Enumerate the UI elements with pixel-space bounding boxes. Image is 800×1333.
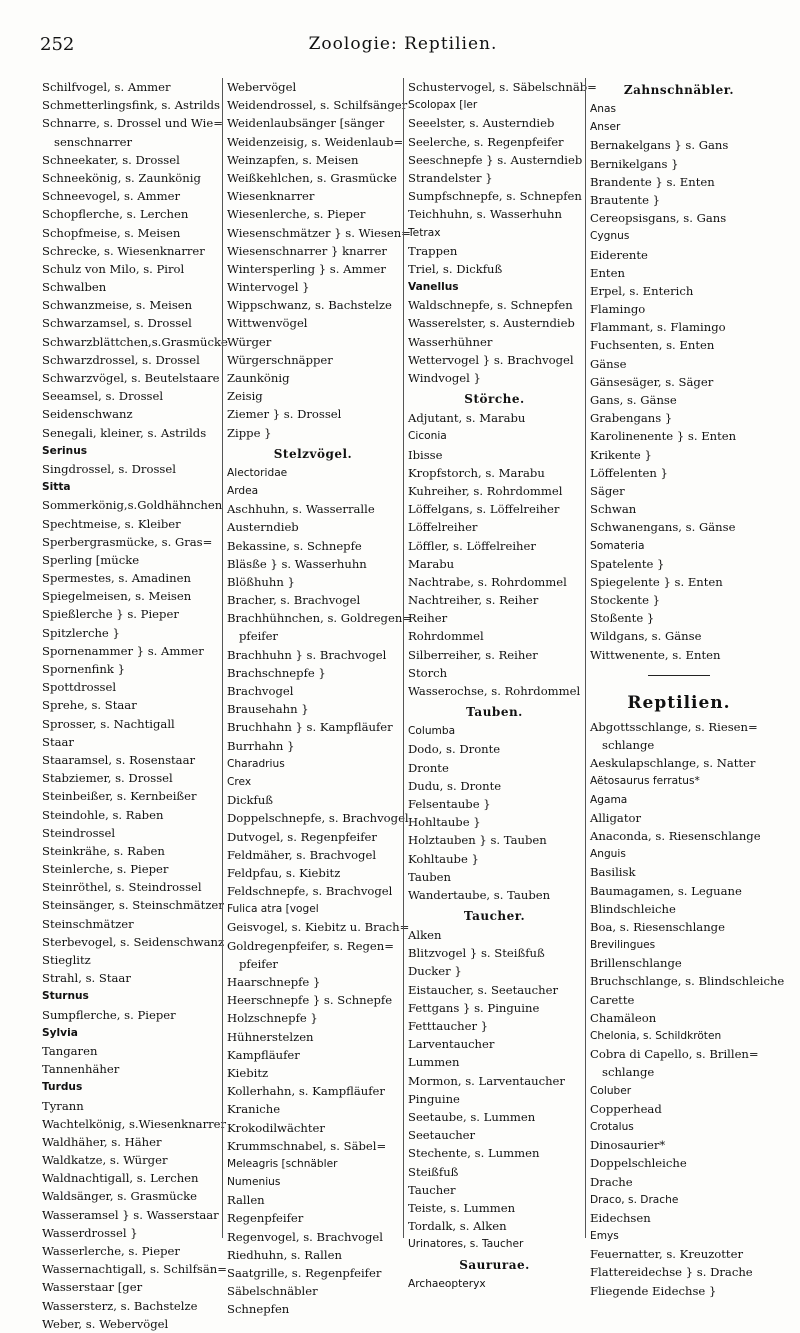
index-entry: Dodo, s. Dronte [408, 742, 501, 757]
section-heading: Tauben. [466, 705, 523, 720]
index-entry: Tetrax [408, 226, 441, 239]
index-entry: Meleagris [schnäbler [227, 1157, 338, 1170]
index-entry: Rallen [227, 1193, 265, 1208]
index-entry: Wasserochse, s. Rohrdommel [408, 684, 581, 698]
index-entry: Spatelente } [590, 556, 665, 571]
index-entry: Schrecke, s. Wiesenknarrer [42, 243, 205, 258]
index-entry: Spottdrossel [42, 680, 117, 695]
index-entry: Sperbergrasmücke, s. Gras= [42, 534, 213, 549]
index-entry: Serinus [42, 444, 88, 457]
index-entry: Adjutant, s. Marabu [408, 411, 526, 426]
index-entry: Wasserhühner [408, 334, 493, 349]
section-heading: Zahnschnäbler. [623, 83, 735, 97]
index-entry: Abgottsschlange, s. Riesen= [590, 719, 758, 734]
index-entry: Eidechsen [590, 1210, 651, 1225]
index-entry: Säbelschnäbler [227, 1284, 318, 1299]
index-entry: Mormon, s. Larventaucher [408, 1073, 565, 1088]
index-entry: Seetaucher [408, 1128, 476, 1143]
index-entry: Alken [408, 928, 442, 943]
index-column-1 [42, 78, 228, 1331]
index-entry: Windvogel } [408, 371, 481, 385]
index-entry: Schwanengans, s. Gänse [590, 520, 736, 535]
index-entry: Cereopsisgans, s. Gans [590, 211, 727, 226]
index-entry: Wachtelkönig, s.Wiesenknarrer [42, 1116, 227, 1131]
index-entry: Karolinenente } s. Enten [590, 429, 737, 444]
index-entry: Teichhuhn, s. Wasserhuhn [408, 207, 562, 222]
index-entry: Felsentaube } [408, 796, 491, 811]
index-entry: Wiesenlerche, s. Pieper [227, 207, 366, 222]
index-entry: Zaunkönig [227, 371, 290, 385]
index-entry: Sumpflerche, s. Pieper [42, 1007, 176, 1022]
index-entry: Cygnus [590, 230, 630, 243]
index-entry: Geisvogel, s. Kiebitz u. Brach= [227, 920, 410, 935]
index-entry: Steinröthel, s. Steindrossel [42, 880, 202, 895]
index-entry: Boa, s. Riesenschlange [590, 919, 725, 934]
index-entry: Dickfuß [227, 793, 274, 808]
index-entry: Brausehahn } [227, 702, 309, 717]
page-header [40, 34, 766, 60]
index-entry: Bruchschlange, s. Blindschleiche [590, 974, 785, 989]
index-entry: Feldmäher, s. Brachvogel [227, 847, 377, 862]
index-entry: Teiste, s. Lummen [408, 1200, 516, 1215]
index-entry: Spiegelente } s. Enten [590, 574, 723, 589]
index-entry: Cobra di Capello, s. Brillen= [590, 1047, 759, 1062]
index-entry: Webervögel [227, 80, 297, 94]
index-entry: Erpel, s. Enterich [590, 283, 694, 298]
index-entry: Heerschnepfe } s. Schnepfe [227, 993, 393, 1008]
index-entry: Chelonia, s. Schildkröten [590, 1030, 722, 1042]
index-entry: Draco, s. Drache [590, 1193, 679, 1206]
index-entry: Schwarzblättchen,s.Grasmücke [42, 334, 228, 349]
index-entry: Brachschnepfe } [227, 665, 326, 680]
index-entry: Bekassine, s. Schnepfe [227, 538, 362, 553]
index-entry: Kuhreiher, s. Rohrdommel [408, 483, 563, 498]
index-entry: Spiegelmeisen, s. Meisen [42, 589, 192, 604]
index-entry: Wassersterz, s. Bachstelze [42, 1298, 198, 1313]
index-entry: Tordalk, s. Alken [408, 1219, 507, 1234]
index-entry: Kollerhahn, s. Kampfläufer [227, 1084, 385, 1099]
index-entry: Holztauben } s. Tauben [408, 833, 547, 848]
index-entry: Hohltaube } [408, 815, 481, 830]
index-entry: Larventaucher [408, 1037, 495, 1052]
index-entry: Copperhead [590, 1101, 662, 1116]
index-entry: Wintersperling } s. Ammer [227, 261, 386, 276]
index-entry: Scolopax [ler [408, 99, 478, 112]
index-entry: Wettervogel } s. Brachvogel [408, 352, 574, 367]
index-entry: Dronte [408, 760, 449, 775]
index-entry: Seeelster, s. Austerndieb [408, 116, 555, 131]
index-entry: Wasserstaar [ger [42, 1280, 143, 1295]
index-entry: Anas [590, 103, 616, 115]
index-entry: Chamäleon [590, 1010, 657, 1025]
index-entry: Staar [42, 734, 74, 749]
index-entry: Würger [227, 334, 272, 349]
index-entry: Seelerche, s. Regenpfeifer [408, 134, 564, 149]
index-entry: Coluber [590, 1084, 632, 1097]
section-heading: Störche. [464, 392, 525, 407]
index-entry: Wandertaube, s. Tauben [408, 887, 551, 902]
index-entry: Dudu, s. Dronte [408, 778, 502, 793]
index-entry: Feldschnepfe, s. Brachvogel [227, 884, 393, 899]
index-entry: Feuernatter, s. Kreuzotter [590, 1247, 743, 1262]
section-heading: Saururae. [459, 1258, 530, 1273]
index-entry: Brandente } s. Enten [590, 174, 715, 189]
index-entry: Dutvogel, s. Regenpfeifer [227, 829, 377, 844]
index-entry: Waldkatze, s. Würger [42, 1153, 168, 1168]
index-entry: Seeamsel, s. Drossel [42, 389, 164, 404]
index-entry: Schwanzmeise, s. Meisen [42, 298, 193, 313]
index-entry: Spornenfink } [42, 662, 125, 676]
index-entry: Carette [590, 992, 635, 1007]
index-entry: Waldhäher, s. Häher [42, 1134, 162, 1149]
index-entry: Fetttaucher } [408, 1019, 489, 1033]
index-entry: Wasserlerche, s. Pieper [42, 1244, 180, 1258]
index-entry: Somateria [590, 539, 645, 552]
index-entry: Fuchsenten, s. Enten [590, 338, 715, 353]
index-entry: Eistaucher, s. Seetaucher [408, 982, 559, 997]
index-entry: Kropfstorch, s. Marabu [408, 465, 545, 480]
index-entry: Schmetterlingsfink, s. Astrilds [42, 98, 220, 113]
index-entry: Bracher, s. Brachvogel [227, 593, 361, 608]
index-entry: Urinatores, s. Taucher [408, 1238, 524, 1251]
index-entry: Krummschnabel, s. Säbel= [227, 1138, 387, 1153]
index-entry: Rohrdommel [408, 629, 484, 644]
index-entry: Doppelschleiche [590, 1156, 687, 1171]
index-entry: Schulz von Milo, s. Pirol [42, 261, 185, 276]
index-entry: Schnepfen [227, 1302, 290, 1317]
index-entry: Waldnachtigall, s. Lerchen [42, 1171, 199, 1186]
index-entry: Weber, s. Webervögel [42, 1316, 169, 1331]
index-entry: Steinkrähe, s. Raben [42, 843, 165, 858]
index-entry: Drache [590, 1174, 633, 1189]
index-entry: Krokodilwächter [227, 1120, 325, 1135]
index-entry: Eiderente [590, 247, 648, 262]
index-entry: Pinguine [408, 1091, 460, 1106]
index-entry: Zippe } [227, 425, 272, 440]
index-entry: Staaramsel, s. Rosenstaar [42, 752, 196, 767]
index-entry: Blindschleiche [590, 901, 676, 916]
index-entry: Columba [408, 725, 456, 738]
chapter-heading: Reptilien. [627, 692, 731, 713]
index-entry: Archaeopteryx [408, 1278, 486, 1291]
index-column-3 [403, 78, 597, 1291]
index-entry: Löffelenten } [590, 465, 668, 480]
index-entry: Wiesenknarrer [227, 189, 315, 204]
index-entry: Anaconda, s. Riesenschlange [590, 828, 761, 843]
index-entry: Brevilingues [590, 939, 656, 952]
index-entry: Crex [227, 775, 252, 788]
index-entry: Gänsesäger, s. Säger [590, 374, 714, 389]
index-entry: Nachtrabe, s. Rohrdommel [408, 574, 567, 589]
running-title: Zoologie: Reptilien. [308, 34, 498, 54]
index-entry: Charadrius [227, 757, 285, 770]
index-entry: schlange [602, 1065, 655, 1080]
index-entry: Lummen [408, 1055, 460, 1070]
index-entry: Schwarzvögel, s. Beutelstaare [42, 371, 220, 385]
index-entry: Sprehe, s. Staar [42, 698, 137, 713]
index-entry: Baumagamen, s. Leguane [590, 883, 742, 898]
index-entry: Steinsänger, s. Steinschmätzer [42, 898, 224, 913]
index-entry: Fulica atra [vogel [227, 903, 319, 916]
index-entry: Schustervogel, s. Säbelschnäb= [408, 80, 597, 94]
index-entry: Stoßente } [590, 611, 655, 626]
index-entry: Blitzvogel } s. Steißfuß [408, 946, 545, 961]
index-entry: Weidenlaubsänger [sänger [227, 116, 385, 131]
index-entry: Kraniche [227, 1102, 281, 1117]
index-entry: Vanellus [408, 281, 459, 294]
index-entry: Schilfvogel, s. Ammer [42, 80, 171, 94]
index-entry: Strandelster } [408, 170, 493, 185]
index-entry: Turdus [42, 1081, 83, 1094]
index-entry: Kohltaube } [408, 851, 479, 866]
index-entry: Stieglitz [42, 953, 91, 967]
index-entry: Sprosser, s. Nachtigall [42, 716, 175, 731]
index-entry: Waldschnepfe, s. Schnepfen [408, 298, 573, 313]
index-entry: Tauben [408, 869, 451, 884]
index-entry: Brachhühnchen, s. Goldregen= [227, 611, 413, 626]
index-entry: Doppelschnepfe, s. Brachvogel [227, 811, 409, 826]
index-entry: Taucher [408, 1182, 456, 1197]
index-entry: Schwarzamsel, s. Drossel [42, 316, 192, 331]
index-entry: Wittwenvögel [227, 316, 308, 331]
index-entry: Basilisk [590, 865, 636, 880]
index-entry: Regenpfeifer [227, 1211, 304, 1226]
index-entry: Burrhahn } [227, 738, 295, 753]
index-entry: Austerndieb [227, 520, 299, 535]
index-entry: Ciconia [408, 430, 447, 443]
index-entry: Sitta [42, 481, 71, 494]
index-columns [42, 78, 785, 1331]
index-entry: Wasserelster, s. Austerndieb [408, 316, 575, 331]
index-column-4 [585, 78, 785, 1298]
index-entry: Schopfmeise, s. Meisen [42, 225, 181, 240]
index-entry: Crotalus [590, 1120, 634, 1133]
index-entry: Schneekater, s. Drossel [42, 152, 180, 167]
index-entry: Holzschnepfe } [227, 1011, 318, 1026]
index-entry: Singdrossel, s. Drossel [42, 461, 176, 476]
index-entry: Gans, s. Gänse [590, 393, 677, 407]
index-entry: Marabu [408, 556, 455, 571]
index-entry: Zeisig [227, 389, 263, 404]
index-entry: Nachtreiher, s. Reiher [408, 593, 539, 608]
index-entry: Regenvogel, s. Brachvogel [227, 1229, 384, 1244]
index-entry: Flammant, s. Flamingo [590, 320, 726, 335]
index-entry: Steißfuß [408, 1164, 459, 1179]
index-entry: Emys [590, 1230, 619, 1243]
index-entry: Alectoridae [227, 466, 288, 479]
index-entry: Fettgans } s. Pinguine [408, 1000, 540, 1015]
index-entry: Bläsße } s. Wasserhuhn [227, 556, 367, 571]
index-entry: pfeifer [239, 629, 278, 644]
index-entry: Bruchhahn } s. Kampfläufer [227, 720, 393, 735]
index-entry: Waldsänger, s. Grasmücke [42, 1189, 198, 1204]
index-entry: Steinlerche, s. Pieper [42, 862, 169, 877]
index-entry: Trappen [408, 243, 458, 258]
index-entry: Anser [590, 121, 621, 134]
index-entry: Feldpfau, s. Kiebitz [227, 865, 341, 880]
index-entry: Löffelreiher [408, 520, 478, 535]
index-entry: Goldregenpfeifer, s. Regen= [227, 938, 394, 953]
section-heading: Stelzvögel. [273, 446, 353, 461]
index-entry: Seetaube, s. Lummen [408, 1109, 536, 1124]
index-entry: Hühnerstelzen [227, 1029, 314, 1044]
index-entry: Wittwenente, s. Enten [590, 647, 721, 662]
index-entry: Schwalben [42, 280, 107, 295]
index-entry: Silberreiher, s. Reiher [408, 647, 538, 662]
index-entry: Wassernachtigall, s. Schilfsän= [42, 1262, 227, 1277]
index-entry: Schwarzdrossel, s. Drossel [42, 352, 200, 367]
index-entry: Seeschnepfe } s. Austerndieb [408, 152, 583, 167]
index-entry: Sturnus [42, 990, 89, 1003]
index-entry: Spitzlerche } [42, 625, 120, 640]
index-entry: Stechente, s. Lummen [408, 1146, 540, 1161]
index-entry: Weidenzeisig, s. Weidenlaub= [227, 134, 404, 149]
index-entry: Weißkehlchen, s. Grasmücke [227, 170, 397, 185]
index-entry: Stockente } [590, 593, 661, 608]
index-entry: Brachhuhn } s. Brachvogel [227, 647, 387, 662]
index-entry: Spechtmeise, s. Kleiber [42, 516, 181, 531]
index-entry: Schopflerche, s. Lerchen [42, 207, 189, 222]
index-entry: Triel, s. Dickfuß [408, 261, 503, 276]
index-entry: Löffelgans, s. Löffelreiher [408, 502, 560, 517]
index-entry: Brautente } [590, 192, 661, 207]
index-entry: Schneekönig, s. Zaunkönig [42, 170, 201, 185]
index-entry: Strahl, s. Staar [42, 971, 131, 986]
index-entry: Stabziemer, s. Drossel [42, 771, 173, 786]
index-entry: Schwan [590, 502, 637, 517]
index-entry: Wasseramsel } s. Wasserstaar [42, 1207, 219, 1222]
index-entry: Steindohle, s. Raben [42, 807, 164, 822]
index-entry: Wiesenschnarrer } knarrer [227, 243, 387, 258]
index-entry: Sommerkönig,s.Goldhähnchen [42, 498, 223, 513]
index-entry: Würgerschnäpper [227, 352, 333, 367]
index-entry: Weinzapfen, s. Meisen [227, 152, 359, 167]
index-entry: Dinosaurier* [590, 1138, 666, 1153]
index-entry: Aschhuhn, s. Wasserralle [227, 502, 375, 517]
index-entry: Riedhuhn, s. Rallen [227, 1247, 342, 1262]
index-entry: Schneevogel, s. Ammer [42, 189, 181, 204]
index-entry: Säger [590, 483, 625, 498]
index-entry: senschnarrer [54, 134, 133, 149]
index-entry: Sumpfschnepfe, s. Schnepfen [408, 189, 582, 204]
index-entry: Sylvia [42, 1026, 78, 1039]
index-entry: Flamingo [590, 302, 646, 317]
index-entry: Tangaren [42, 1043, 98, 1058]
index-entry: Sperling [mücke [42, 552, 140, 567]
index-entry: Ziemer } s. Drossel [227, 407, 342, 422]
index-entry: Wasserdrossel } [42, 1225, 138, 1240]
index-entry: Spornenammer } s. Ammer [42, 643, 204, 658]
index-entry: Steindrossel [42, 825, 116, 840]
index-entry: Weidendrossel, s. Schilfsänger [227, 98, 408, 113]
index-entry: Gänse [590, 356, 627, 371]
index-entry: Kampfläufer [227, 1047, 300, 1062]
section-heading: Taucher. [463, 909, 526, 924]
index-entry: Spießlerche } s. Pieper [42, 607, 179, 622]
index-entry: Alligator [590, 810, 642, 825]
index-entry: Kiebitz [227, 1065, 269, 1080]
index-entry: Löffler, s. Löffelreiher [408, 538, 536, 553]
index-entry: Anguis [590, 848, 626, 861]
index-entry: Steinbeißer, s. Kernbeißer [42, 789, 197, 804]
index-entry: Sterbevogel, s. Seidenschwanz [42, 934, 225, 949]
index-entry: Bernikelgans } [590, 156, 679, 171]
index-entry: Saatgrille, s. Regenpfeifer [227, 1266, 382, 1280]
index-entry: Ibisse [408, 447, 443, 462]
index-entry: Aëtosaurus ferratus* [590, 775, 700, 788]
index-entry: Tyrann [42, 1098, 84, 1113]
index-entry: Storch [408, 665, 448, 680]
index-entry: Fliegende Eidechse } [590, 1283, 717, 1298]
index-entry: Agama [590, 793, 628, 806]
index-entry: Tannenhäher [42, 1062, 120, 1077]
section-divider [590, 664, 768, 686]
index-entry: pfeifer [239, 956, 278, 971]
index-entry: Bernakelgans } s. Gans [590, 138, 729, 153]
index-entry: Steinschmätzer [42, 916, 134, 931]
index-entry: Ducker } [408, 964, 462, 979]
index-entry: Schnarre, s. Drossel und Wie= [42, 116, 223, 131]
index-entry: Seidenschwanz [42, 407, 133, 422]
index-entry: Aeskulapschlange, s. Natter [590, 756, 756, 771]
index-entry: Grabengans } [590, 411, 673, 426]
index-entry: Wintervogel } [227, 280, 310, 295]
page-number: 252 [40, 34, 75, 55]
index-entry: Enten [590, 265, 625, 280]
index-entry: Spermestes, s. Amadinen [42, 571, 191, 586]
index-entry: schlange [602, 738, 655, 752]
index-entry: Numenius [227, 1176, 281, 1189]
index-entry: Wippschwanz, s. Bachstelze [227, 298, 392, 313]
index-entry: Haarschnepfe } [227, 975, 321, 989]
index-entry: Blößhuhn } [227, 574, 295, 589]
index-entry: Senegali, kleiner, s. Astrilds [42, 425, 207, 440]
index-entry: Reiher [408, 611, 448, 626]
index-column-2 [222, 78, 413, 1317]
index-entry: Ardea [227, 484, 259, 497]
index-entry: Brachvogel [227, 684, 294, 698]
index-entry: Flattereidechse } s. Drache [590, 1265, 753, 1280]
index-entry: Brillenschlange [590, 956, 682, 971]
index-entry: Wiesenschmätzer } s. Wiesen= [227, 225, 411, 240]
index-entry: Wildgans, s. Gänse [590, 629, 702, 644]
index-entry: Krikente } [590, 447, 652, 462]
